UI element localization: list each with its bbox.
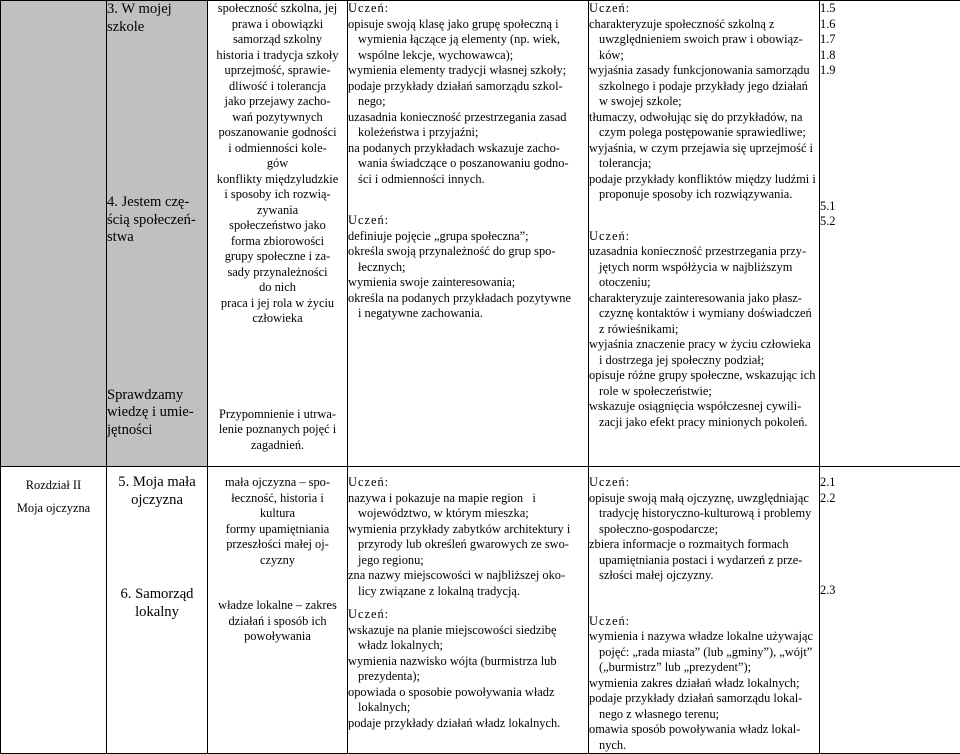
content-line: do nich [208,280,347,296]
requirement-item: omawia sposób powoływania władz lokal- nych. [589,722,819,753]
topic-line: ojczyzna [107,492,207,510]
topic-cell [107,1,208,467]
standard-code: 1.6 [820,17,960,33]
standard-code: 2.2 [820,491,960,507]
requirement-item: opowiada o sposobie powoływania władz lokalnych; [348,685,588,716]
content-line: wań pozytywnych [208,110,347,126]
requirements-basic-cell [348,1,589,467]
section-cell [1,1,107,467]
content-line: łeczność, historia i [208,491,347,507]
requirements-heading: Uczeń: [589,475,819,491]
requirements-basic-cell [348,467,589,754]
topic-line: lokalny [107,604,207,622]
content-line: powoływania [208,629,347,645]
topic-line: 5. Moja mała [107,474,207,492]
content-line: i sposoby ich rozwią- [208,187,347,203]
topic-line: wiedzę i umie- [107,404,207,422]
requirement-item: wyjaśnia znaczenie pracy w życiu człowieka i dostrzega jej społeczny podział; [589,337,819,368]
requirement-item: wymienia elementy tradycji własnej szkoły; [348,63,588,79]
standard-code: 1.8 [820,48,960,64]
requirement-item: nazywa i pokazuje na mapie region i województwo, w którym mieszka; [348,491,588,522]
requirement-item: charakteryzuje społeczność szkolną z uwzględnieniem swoich praw i obowiąz- ków; [589,17,819,64]
content-line: zywania [208,203,347,219]
content-line: praca i jej rola w życiu [208,296,347,312]
requirement-item: na podanych przykładach wskazuje zacho- wania świadczące o poszanowaniu godno- ści i odmienności innych. [348,141,588,188]
requirements-heading: Uczeń: [589,614,819,630]
requirement-item: definiuje pojęcie „grupa społeczna”; [348,229,588,245]
standard-code: 2.3 [820,583,960,599]
content-line: prawa i obowiązki [208,17,347,33]
content-line: samorząd szkolny [208,32,347,48]
requirement-item: zbiera informacje o rozmaitych formach upamiętniania postaci i wydarzeń z prze- szłości małej ojczyzny. [589,537,819,584]
content-line: czyzny [208,553,347,569]
content-line: poszanowanie godności [208,125,347,141]
content-line: i odmienności kole- [208,141,347,157]
requirement-item: wymienia swoje zainteresowania; [348,275,588,291]
content-line: władze lokalne – zakres [208,598,347,614]
content-line: społeczność szkolna, jej [208,1,347,17]
content-line: jako przejawy zacho- [208,94,347,110]
requirements-heading: Uczeń: [589,1,819,17]
standard-code: 1.7 [820,32,960,48]
standard-code: 1.9 [820,63,960,79]
requirements-heading: Uczeń: [348,213,588,229]
standard-code: 1.5 [820,1,960,17]
requirement-item: tłumaczy, odwołując się do przykładów, na czym polega postępowanie sprawiedliwe; [589,110,819,141]
requirement-item: wymienia zakres działań władz lokalnych; [589,676,819,692]
requirements-extended-cell [589,467,820,754]
requirements-heading: Uczeń: [348,607,588,623]
content-line: konflikty międzyludzkie [208,172,347,188]
standards-cell [820,467,960,754]
requirement-item: wyjaśnia, w czym przejawia się uprzejmość i tolerancja; [589,141,819,172]
content-line: dliwość i tolerancja [208,79,347,95]
content-line: gów [208,156,347,172]
requirement-item: zna nazwy miejscowości w najbliższej oko- licy związane z lokalną tradycją. [348,568,588,599]
topic-cell [107,467,208,754]
topic-line: 3. W mojej [107,1,207,19]
standards-cell [820,1,960,467]
section-label: Rozdział II [1,478,106,494]
content-line: formy upamiętniania [208,522,347,538]
content-cell [208,467,348,754]
section-label: Moja ojczyzna [1,501,106,517]
requirement-item: opisuje swoją małą ojczyznę, uwzględniając tradycję historyczno-kulturową i problemy społeczno-gospodarcze; [589,491,819,538]
requirement-item: określa na podanych przykładach pozytywne i negatywne zachowania. [348,291,588,322]
content-cell [208,1,348,467]
requirement-item: podaje przykłady działań władz lokalnych. [348,716,588,732]
requirements-heading: Uczeń: [348,1,588,17]
content-line: mała ojczyzna – spo- [208,475,347,491]
standard-code: 5.2 [820,214,960,230]
requirement-item: określa swoją przynależność do grup spo- łecznych; [348,244,588,275]
requirement-item: podaje przykłady działań samorządu lokal- nego z własnego terenu; [589,691,819,722]
content-line: działań i sposób ich [208,614,347,630]
requirement-item: wymienia nazwisko wójta (burmistrza lub prezydenta); [348,654,588,685]
content-line: kultura [208,506,347,522]
requirement-item: wymienia przykłady zabytków architektury i przyrody lub określeń gwarowych ze swo- jego regionu; [348,522,588,569]
standard-code: 2.1 [820,475,960,491]
content-line: lenie poznanych pojęć i [208,422,347,438]
content-line: forma zbiorowości [208,234,347,250]
requirement-item: wymienia i nazywa władze lokalne używając pojęć: „rada miasta” (lub „gminy”), „wójt” („burmistrz” lub „prezydent”); [589,629,819,676]
content-line: Przypomnienie i utrwa- [208,407,347,423]
requirement-item: wskazuje na planie miejscowości siedzibę władz lokalnych; [348,623,588,654]
content-line: przeszłości małej oj- [208,537,347,553]
section-cell [1,467,107,754]
requirement-item: podaje przykłady działań samorządu szkol- nego; [348,79,588,110]
table-row-chapter-2 [1,467,960,754]
requirement-item: podaje przykłady konfliktów między ludźmi i proponuje sposoby ich rozwiązywania. [589,172,819,203]
requirement-item: opisuje różne grupy społeczne, wskazując ich role w społeczeństwie; [589,368,819,399]
requirements-extended-cell [589,1,820,467]
requirement-item: uzasadnia konieczność przestrzegania przy- jętych norm współżycia w najbliższym otoczeniu; [589,244,819,291]
topic-line: szkole [107,19,207,37]
topic-line: ścią społeczeń- [107,212,207,230]
requirements-heading: Uczeń: [348,475,588,491]
requirement-item: wskazuje osiągnięcia współczesnej cywili- zacji jako efekt pracy minionych pokoleń. [589,399,819,430]
topic-line: stwa [107,229,207,247]
content-line: społeczeństwo jako [208,218,347,234]
table-row-chapter-1 [1,1,960,467]
content-line: historia i tradycja szkoły [208,48,347,64]
standard-code: 5.1 [820,199,960,215]
content-line: uprzejmość, sprawie- [208,63,347,79]
content-line: grupy społeczne i za- [208,249,347,265]
topic-line: Sprawdzamy [107,387,207,405]
topic-line: 6. Samorząd [107,586,207,604]
requirement-item: wyjaśnia zasady funkcjonowania samorządu szkolnego i podaje przykłady jego działań w swojej szkole; [589,63,819,110]
requirement-item: uzasadnia konieczność przestrzegania zasad koleżeństwa i przyjaźni; [348,110,588,141]
requirement-item: charakteryzuje zainteresowania jako płasz- czyznę kontaktów i wymiany doświadczeń z rówieśnikami; [589,291,819,338]
topic-line: 4. Jestem czę- [107,194,207,212]
content-line: sady przynależności [208,265,347,281]
requirement-item: opisuje swoją klasę jako grupę społeczną i wymienia łączące ją elementy (np. wiek, wspólne lekcje, wychowawca); [348,17,588,64]
requirements-heading: Uczeń: [589,229,819,245]
topic-line: jętności [107,422,207,440]
content-line: zagadnień. [208,438,347,454]
content-line: człowieka [208,311,347,327]
